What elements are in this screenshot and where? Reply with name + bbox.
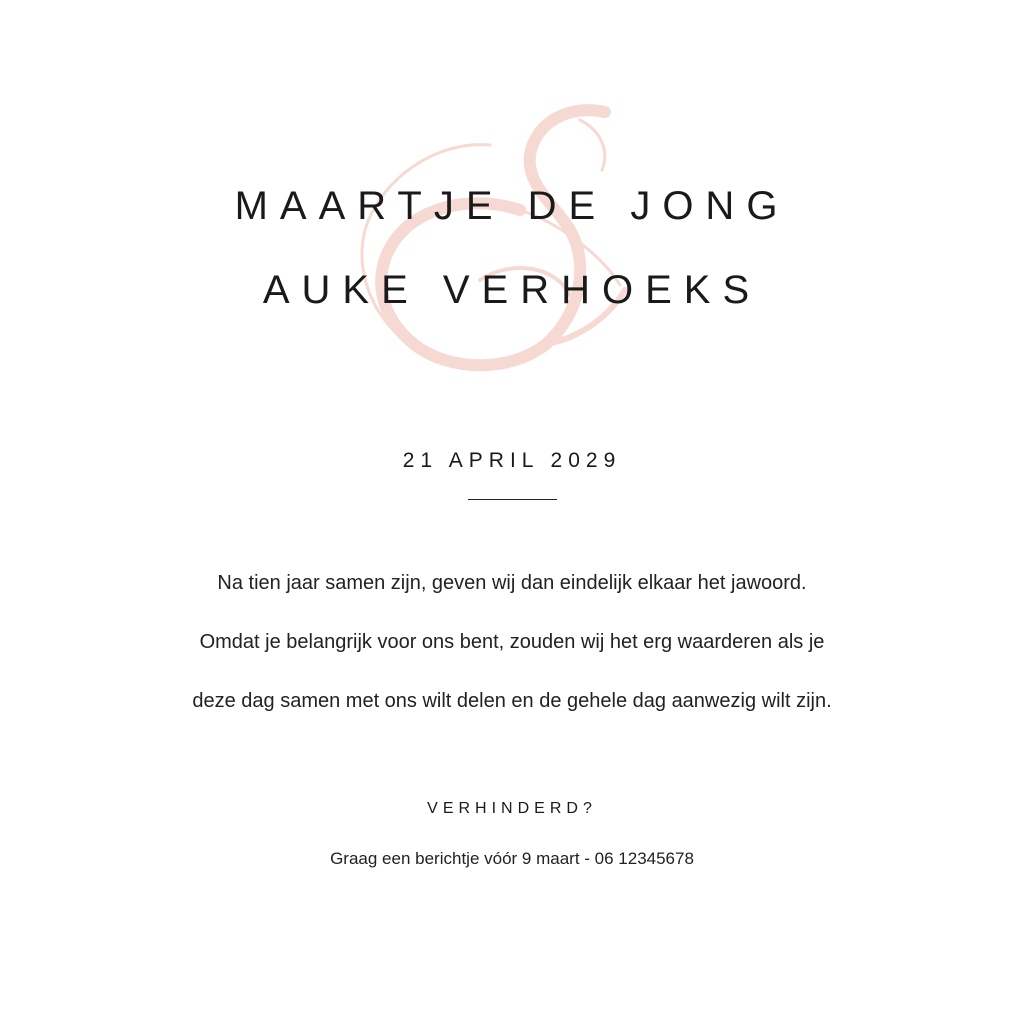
rsvp-heading: VERHINDERD? <box>427 800 597 817</box>
message-line-1: Na tien jaar samen zijn, geven wij dan eindelijk elkaar het jawoord. <box>217 572 807 594</box>
divider <box>468 499 557 500</box>
message-line-3: deze dag samen met ons wilt delen en de gehele dag aanwezig wilt zijn. <box>192 690 832 712</box>
rsvp-text: Graag een berichtje vóór 9 maart - 06 12345678 <box>330 849 694 868</box>
wedding-date: 21 APRIL 2029 <box>402 449 622 472</box>
message-line-2: Omdat je belangrijk voor ons bent, zouden wij het erg waarderen als je <box>199 631 825 653</box>
couple-name-1: MAARTJE DE JONG <box>234 184 790 228</box>
ampersand-monogram-icon <box>340 100 640 380</box>
couple-name-2: AUKE VERHOEKS <box>262 268 762 312</box>
